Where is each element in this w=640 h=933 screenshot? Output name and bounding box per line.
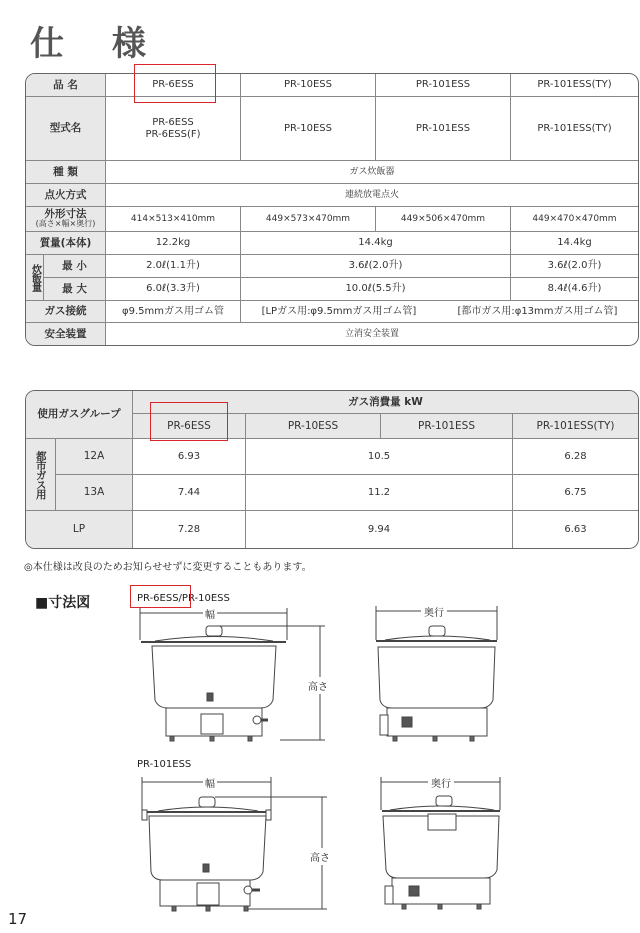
dimensions-label-text: 外形寸法 [44,208,87,221]
gas-consumption-label: ガス消費量 kW [133,391,638,414]
city-gas-label: 都市ガス用 [26,439,56,511]
depth-label: 奥行 [421,604,447,619]
gas-connection-city: [都市ガス用:φ13mmガス用ゴム管] [457,305,618,317]
product-name-cell: PR-6ESS [106,74,241,97]
model-cell: PR-10ESS [241,97,376,161]
gas-value-cell: 7.28 [133,511,246,548]
product-name-cell: PR-101ESS [376,74,511,97]
gas-type-13a: 13A [56,475,133,511]
gas-type-12a: 12A [56,439,133,475]
ignition-value: 連続放電点火 [106,184,638,207]
model-label: 型式名 [26,97,106,161]
gas-product-header: PR-10ESS [246,414,381,439]
capacity-min-cell: 3.6ℓ(2.0升) [511,255,638,278]
dimensions-cell: 449×470×470mm [511,207,638,232]
gas-value-cell: 6.93 [133,439,246,475]
mass-cell: 14.4kg [511,232,638,255]
model-cell: PR-101ESS(TY) [511,97,638,161]
gas-value-cell: 10.5 [246,439,513,475]
mass-label: 質量(本体) [26,232,106,255]
gas-value-cell: 6.63 [564,523,587,535]
page-title: 仕 様 [30,24,164,64]
gas-value-cell: 6.75 [513,475,638,511]
model-line: PR-6ESS(F) [145,128,201,140]
safety-value: 立消安全装置 [344,328,399,339]
mass-cell: 14.4kg [241,232,511,255]
diagram-caption: PR-6ESS/PR-10ESS [137,593,230,604]
gas-value-cell: 9.94 [246,511,513,548]
mass-cell: 12.2kg [106,232,241,255]
spec-header-label: 品 名 [26,74,106,97]
dimensions-cell: 414×513×410mm [106,207,241,232]
width-label: 幅 [203,606,217,621]
gas-connection-cell: φ9.5mmガス用ゴム管 [106,301,241,323]
gas-group-label: 使用ガスグループ [26,391,133,439]
gas-product-header: PR-101ESS [381,414,513,439]
product-name-cell: PR-101ESS(TY) [511,74,638,97]
gas-value-cell: 7.44 [133,475,246,511]
gas-product-header: PR-101ESS(TY) [513,414,638,439]
diagram-caption: PR-101ESS [137,759,192,770]
height-label: 高さ [310,848,330,865]
safety-label: 安全装置 [26,323,106,345]
gas-connection-lp: [LPガス用:φ9.5mmガス用ゴム管] [261,305,417,317]
dimension-diagram-title: ■寸法図 [35,595,91,611]
capacity-min-cell: 2.0ℓ(1.1升) [106,255,241,278]
dimensions-cell: 449×506×470mm [376,207,511,232]
gas-product-header: PR-6ESS [133,414,246,439]
gas-connection-label: ガス接続 [26,301,106,323]
capacity-min-cell: 3.6ℓ(2.0升) [241,255,511,278]
gas-type-lp: LP [26,511,133,548]
capacity-max-label: 最 大 [44,278,106,301]
type-value: ガス炊飯器 [106,161,638,184]
spec-change-note: ◎本仕様は改良のためお知らせせずに変更することもあります。 [24,562,312,573]
dimensions-cell: 449×573×470mm [241,207,376,232]
gas-value-cell: 6.28 [513,439,638,475]
product-name-cell: PR-10ESS [241,74,376,97]
capacity-min-label: 最 小 [44,255,106,278]
capacity-group-label: 炊飯量 [26,255,44,301]
page-number: 17 [8,910,28,928]
model-cell: PR-101ESS [376,97,511,161]
model-line: PR-6ESS [152,116,194,128]
type-label: 種 類 [26,161,106,184]
width-label: 幅 [203,775,217,790]
gas-value-cell: 11.2 [246,475,513,511]
depth-label: 奥行 [428,775,454,790]
capacity-max-cell: 10.0ℓ(5.5升) [241,278,511,301]
ignition-label: 点火方式 [26,184,106,207]
height-label: 高さ [308,677,328,694]
capacity-max-cell: 8.4ℓ(4.6升) [511,278,638,301]
dimensions-sublabel: (高さ×幅×奥行) [35,219,96,229]
capacity-max-cell: 6.0ℓ(3.3升) [106,278,241,301]
